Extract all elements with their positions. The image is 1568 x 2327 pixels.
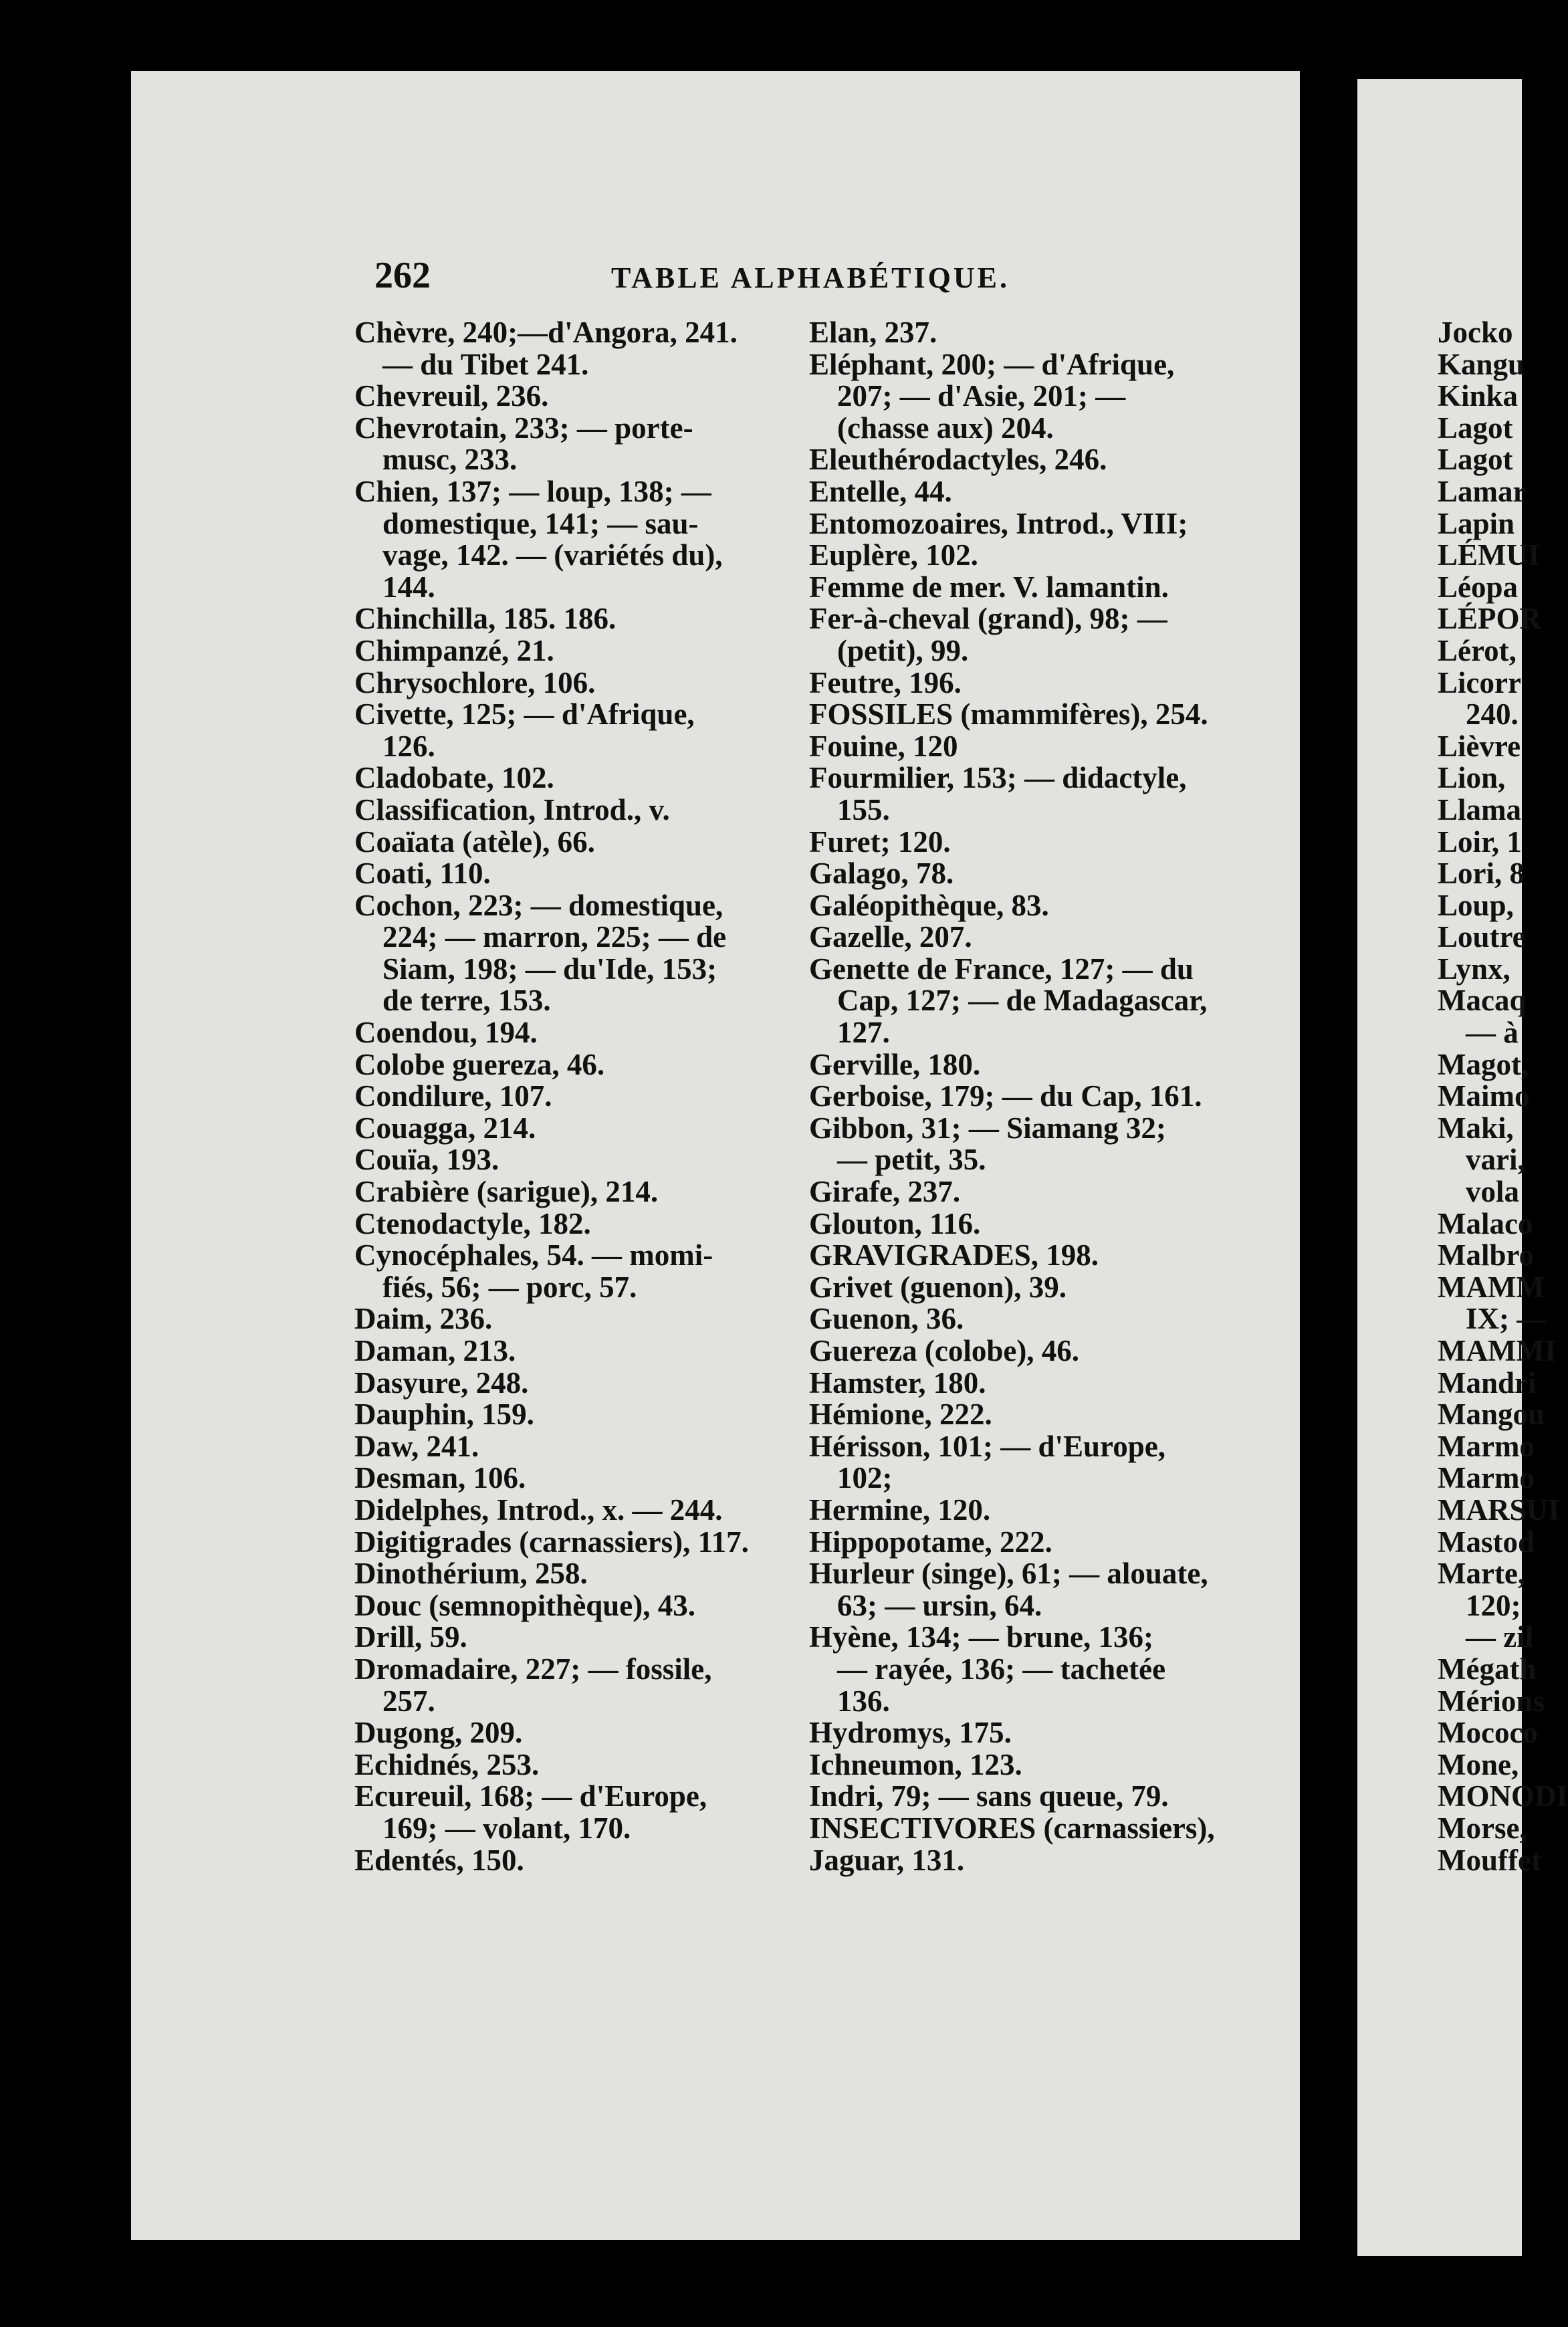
index-entry: Galéopithèque, 83. <box>809 888 1049 922</box>
index-entry: Guenon, 36. <box>809 1302 964 1336</box>
index-entry: Euplère, 102. <box>809 538 978 572</box>
index-entry: Mégath <box>1438 1652 1537 1686</box>
index-entry: Coendou, 194. <box>354 1016 538 1050</box>
index-entry: Glouton, 116. <box>809 1206 981 1240</box>
index-entry: vari, <box>1466 1143 1525 1177</box>
page-number: 262 <box>374 255 431 296</box>
index-entry: — zil <box>1466 1620 1534 1654</box>
index-entry: vage, 142. — (variétés du), <box>382 538 723 572</box>
index-entry: Mérions <box>1438 1684 1545 1718</box>
index-entry: Drill, 59. <box>354 1620 467 1654</box>
index-entry: Cynocéphales, 54. — momi- <box>354 1238 713 1272</box>
index-entry: Mouffet <box>1438 1843 1541 1877</box>
index-column-middle <box>809 317 1250 1876</box>
index-entry: Cap, 127; — de Madagascar, <box>837 984 1208 1018</box>
index-entry: Hydromys, 175. <box>809 1716 1012 1750</box>
index-entry: (chasse aux) 204. <box>837 411 1054 445</box>
index-entry: GRAVIGRADES, 198. <box>809 1238 1099 1272</box>
index-entry: Macaq <box>1438 984 1527 1018</box>
index-entry: Kinka <box>1438 379 1519 413</box>
index-entry: Chinchilla, 185. 186. <box>354 602 617 636</box>
index-entry: Genette de France, 127; — du <box>809 952 1194 986</box>
index-entry: Lamar <box>1438 474 1527 508</box>
index-entry: Gazelle, 207. <box>809 920 972 954</box>
index-entry: Loup, <box>1438 888 1514 922</box>
index-entry: Furet; 120. <box>809 824 951 859</box>
index-entry: Maki, <box>1438 1111 1514 1145</box>
index-entry: 126. <box>382 729 435 763</box>
index-entry: Gerville, 180. <box>809 1047 981 1081</box>
index-entry: Lynx, <box>1438 952 1510 986</box>
index-entry: Grivet (guenon), 39. <box>809 1270 1067 1304</box>
index-entry: 224; — marron, 225; — de <box>382 920 727 954</box>
index-column-right-page <box>1438 316 1568 1877</box>
index-entry: Gerboise, 179; — du Cap, 161. <box>809 1079 1202 1113</box>
index-entry: 144. <box>382 570 435 604</box>
index-entry: Coati, 110. <box>354 857 491 891</box>
index-entry: — à <box>1466 1016 1519 1050</box>
index-entry: Couagga, 214. <box>354 1111 536 1145</box>
index-entry: Chimpanzé, 21. <box>354 633 554 667</box>
index-entry: Gibbon, 31; — Siamang 32; <box>809 1111 1166 1145</box>
index-entry: Douc (semnopithèque), 43. <box>354 1588 696 1622</box>
index-entry: MARSUI <box>1438 1492 1560 1527</box>
index-entry: — petit, 35. <box>837 1143 986 1177</box>
index-entry: MAMM <box>1438 1270 1545 1304</box>
index-entry: Edentés, 150. <box>354 1843 524 1877</box>
index-entry: MAMMI <box>1438 1334 1557 1367</box>
index-entry: Malbro <box>1438 1238 1535 1272</box>
index-entry: Mone, <box>1438 1747 1519 1781</box>
index-entry: Desman, 106. <box>354 1461 526 1495</box>
index-entry: 169; — volant, 170. <box>382 1811 631 1845</box>
index-entry: Marmo <box>1438 1461 1535 1495</box>
index-entry: Mococo <box>1438 1716 1538 1750</box>
index-entry: Fouine, 120 <box>809 729 958 763</box>
index-entry: Chien, 137; — loup, 138; — <box>354 474 711 508</box>
index-entry: Hippopotame, 222. <box>809 1525 1052 1559</box>
index-entry: Daman, 213. <box>354 1334 516 1367</box>
index-entry: Ctenodactyle, 182. <box>354 1206 591 1240</box>
index-entry: 102; <box>837 1461 893 1495</box>
index-entry: 257. <box>382 1684 435 1718</box>
index-entry: fiés, 56; — porc, 57. <box>382 1270 637 1304</box>
index-entry: Chevreuil, 236. <box>354 379 549 413</box>
index-entry: 136. <box>837 1684 890 1718</box>
index-entry: 120; <box>1466 1588 1521 1622</box>
index-entry: Didelphes, Introd., x. — 244. <box>354 1492 723 1527</box>
index-entry: Echidnés, 253. <box>354 1747 540 1781</box>
index-entry: Indri, 79; — sans queue, 79. <box>809 1779 1169 1813</box>
index-entry: Lion, <box>1438 761 1506 795</box>
index-entry: Marte, <box>1438 1557 1526 1591</box>
index-entry: Hérisson, 101; — d'Europe, <box>809 1429 1165 1463</box>
index-entry: Classification, Introd., v. <box>354 792 670 826</box>
index-entry: Elan, 237. <box>809 316 937 349</box>
index-entry: Cochon, 223; — domestique, <box>354 888 723 922</box>
index-entry: Jocko <box>1438 316 1513 349</box>
index-entry: Mastod <box>1438 1525 1535 1559</box>
page-header <box>374 254 1264 301</box>
index-entry: IX; — <box>1466 1302 1547 1336</box>
index-entry: Galago, 78. <box>809 857 954 891</box>
index-entry: Ichneumon, 123. <box>809 1747 1022 1781</box>
index-entry: Siam, 198; — du'Ide, 153; <box>382 952 717 986</box>
index-entry: Daw, 241. <box>354 1429 479 1463</box>
index-entry: Crabière (sarigue), 214. <box>354 1175 659 1209</box>
index-entry: LÉMUI <box>1438 538 1540 572</box>
index-entry: Condilure, 107. <box>354 1079 552 1113</box>
index-entry: Fourmilier, 153; — didactyle, <box>809 761 1187 795</box>
index-entry: 155. <box>837 792 890 826</box>
index-entry: MONODI <box>1438 1779 1568 1813</box>
index-entry: Lérot, <box>1438 633 1517 667</box>
index-entry: Kangu <box>1438 347 1525 381</box>
index-entry: musc, 233. <box>382 443 518 477</box>
index-entry: Loir, 1 <box>1438 824 1522 859</box>
index-entry: Colobe guereza, 46. <box>354 1047 605 1081</box>
index-entry: Coaïata (atèle), 66. <box>354 824 595 859</box>
index-entry: Fer-à-cheval (grand), 98; — <box>809 602 1167 636</box>
index-entry: Lapin <box>1438 506 1515 540</box>
index-entry: Entelle, 44. <box>809 474 952 508</box>
index-entry: Magot, <box>1438 1047 1529 1081</box>
index-entry: Digitigrades (carnassiers), 117. <box>354 1525 749 1559</box>
index-entry: Dromadaire, 227; — fossile, <box>354 1652 712 1686</box>
index-entry: Lori, 8 <box>1438 857 1525 891</box>
index-entry: Guereza (colobe), 46. <box>809 1334 1080 1367</box>
index-entry: Daim, 236. <box>354 1302 493 1336</box>
index-entry: Léopa <box>1438 570 1519 604</box>
index-entry: (petit), 99. <box>837 633 969 667</box>
index-entry: Entomozoaires, Introd., VIII; <box>809 506 1188 540</box>
index-entry: Ecureuil, 168; — d'Europe, <box>354 1779 707 1813</box>
index-entry: Girafe, 237. <box>809 1175 961 1209</box>
index-entry: Loutre <box>1438 920 1526 954</box>
index-entry: Hyène, 134; — brune, 136; <box>809 1620 1153 1654</box>
index-entry: Jaguar, 131. <box>809 1843 965 1877</box>
index-entry: Dauphin, 159. <box>354 1398 534 1432</box>
index-entry: 207; — d'Asie, 201; — <box>837 379 1126 413</box>
index-entry: — rayée, 136; — tachetée <box>837 1652 1166 1686</box>
index-entry: Hurleur (singe), 61; — alouate, <box>809 1557 1208 1591</box>
index-entry: Llama <box>1438 792 1522 826</box>
index-entry: Hémione, 222. <box>809 1398 992 1432</box>
index-entry: Chèvre, 240;—d'Angora, 241. <box>354 316 738 349</box>
index-entry: Marmo <box>1438 1429 1535 1463</box>
index-column-left <box>354 317 796 1876</box>
index-entry: 240. <box>1466 697 1519 732</box>
index-entry: Femme de mer. V. lamantin. <box>809 570 1169 604</box>
index-entry: Eléphant, 200; — d'Afrique, <box>809 347 1175 381</box>
index-entry: vola <box>1466 1175 1520 1209</box>
index-entry: INSECTIVORES (carnassiers), <box>809 1811 1215 1845</box>
index-entry: Feutre, 196. <box>809 665 962 699</box>
index-entry: Chevrotain, 233; — porte- <box>354 411 693 445</box>
index-entry: Lièvre <box>1438 729 1521 763</box>
index-entry: 63; — ursin, 64. <box>837 1588 1042 1622</box>
index-entry: de terre, 153. <box>382 984 551 1018</box>
index-entry: Malaco <box>1438 1206 1533 1240</box>
index-entry: Hermine, 120. <box>809 1492 991 1527</box>
index-entry: Mangou <box>1438 1398 1545 1432</box>
index-entry: Lagot <box>1438 443 1513 477</box>
index-entry: FOSSILES (mammifères), 254. <box>809 697 1208 732</box>
index-entry: Dugong, 209. <box>354 1716 523 1750</box>
index-entry: — du Tibet 241. <box>382 347 589 381</box>
index-entry: Lagot <box>1438 411 1513 445</box>
index-entry: domestique, 141; — sau- <box>382 506 699 540</box>
running-title: TABLE ALPHABÉTIQUE. <box>611 261 1010 294</box>
index-entry: Eleuthérodactyles, 246. <box>809 443 1107 477</box>
index-entry: Civette, 125; — d'Afrique, <box>354 697 695 732</box>
index-entry: Chrysochlore, 106. <box>354 665 596 699</box>
index-entry: Morse, <box>1438 1811 1527 1845</box>
index-entry: Dasyure, 248. <box>354 1365 529 1400</box>
index-entry: Cladobate, 102. <box>354 761 554 795</box>
index-entry: LÉPOR <box>1438 602 1542 636</box>
index-entry: Hamster, 180. <box>809 1365 986 1400</box>
index-entry: Mandri <box>1438 1365 1537 1400</box>
index-entry: Dinothérium, 258. <box>354 1557 588 1591</box>
index-entry: Licorr <box>1438 665 1521 699</box>
index-entry: Couïa, 193. <box>354 1143 499 1177</box>
index-entry: Maimo <box>1438 1079 1530 1113</box>
index-entry: 127. <box>837 1016 890 1050</box>
